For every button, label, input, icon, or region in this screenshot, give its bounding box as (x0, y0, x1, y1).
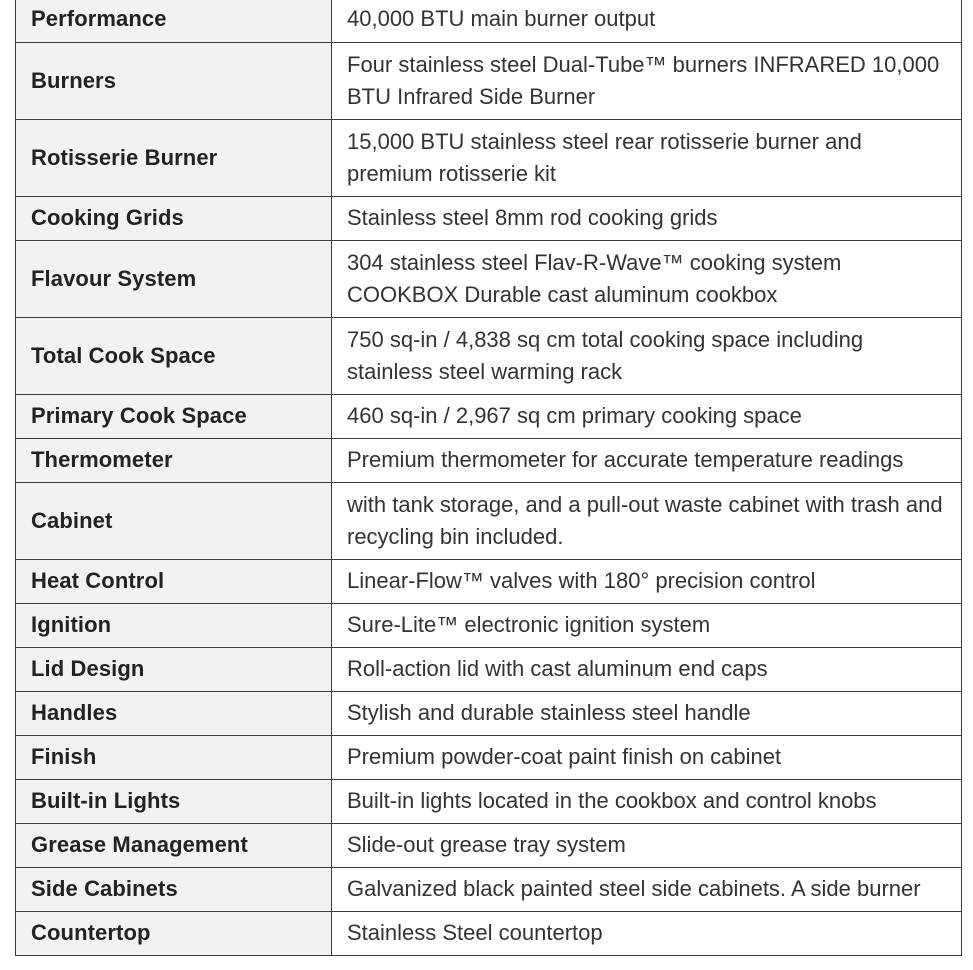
spec-label: Flavour System (16, 241, 332, 318)
table-row (16, 483, 962, 560)
spec-value: 15,000 BTU stainless steel rear rotisserie burner and premium rotisserie kit (332, 120, 962, 197)
table-row (16, 648, 962, 692)
spec-value: Premium thermometer for accurate temperature readings (332, 439, 962, 483)
spec-value: Sure-Lite™ electronic ignition system (332, 604, 962, 648)
spec-label: Rotisserie Burner (16, 120, 332, 197)
spec-value: Roll-action lid with cast aluminum end caps (332, 648, 962, 692)
spec-value: 40,000 BTU main burner output (332, 0, 962, 43)
spec-label: Ignition (16, 604, 332, 648)
spec-label: Total Cook Space (16, 318, 332, 395)
spec-value: 304 stainless steel Flav-R-Wave™ cooking system COOKBOX Durable cast aluminum cookbox (332, 241, 962, 318)
table-row (16, 241, 962, 318)
table-row (16, 692, 962, 736)
spec-value: Galvanized black painted steel side cabinets. A side burner (332, 868, 962, 912)
spec-label: Cabinet (16, 483, 332, 560)
spec-value: Stainless Steel countertop (332, 912, 962, 956)
table-row (16, 43, 962, 120)
spec-label: Performance (16, 0, 332, 43)
spec-value: 750 sq-in / 4,838 sq cm total cooking space including stainless steel warming rack (332, 318, 962, 395)
spec-value: Four stainless steel Dual-Tube™ burners INFRARED 10,000 BTU Infrared Side Burner (332, 43, 962, 120)
table-row (16, 868, 962, 912)
spec-value: Premium powder-coat paint finish on cabinet (332, 736, 962, 780)
spec-value: Slide-out grease tray system (332, 824, 962, 868)
table-row (16, 197, 962, 241)
table-row (16, 736, 962, 780)
spec-label: Thermometer (16, 439, 332, 483)
table-row (16, 0, 962, 43)
spec-label: Grease Management (16, 824, 332, 868)
table-row (16, 560, 962, 604)
spec-label: Finish (16, 736, 332, 780)
table-row (16, 439, 962, 483)
spec-value: 460 sq-in / 2,967 sq cm primary cooking space (332, 395, 962, 439)
spec-label: Side Cabinets (16, 868, 332, 912)
spec-table (15, 0, 962, 956)
table-row (16, 604, 962, 648)
spec-value: Built-in lights located in the cookbox and control knobs (332, 780, 962, 824)
table-row (16, 780, 962, 824)
spec-label: Heat Control (16, 560, 332, 604)
table-row (16, 120, 962, 197)
spec-label: Countertop (16, 912, 332, 956)
table-row (16, 824, 962, 868)
table-row (16, 318, 962, 395)
spec-value: with tank storage, and a pull-out waste cabinet with trash and recycling bin included. (332, 483, 962, 560)
spec-label: Built-in Lights (16, 780, 332, 824)
spec-label: Lid Design (16, 648, 332, 692)
spec-table-body (16, 0, 962, 956)
spec-label: Handles (16, 692, 332, 736)
spec-label: Burners (16, 43, 332, 120)
table-row (16, 912, 962, 956)
spec-value: Linear-Flow™ valves with 180° precision control (332, 560, 962, 604)
spec-label: Cooking Grids (16, 197, 332, 241)
spec-label: Primary Cook Space (16, 395, 332, 439)
spec-value: Stylish and durable stainless steel handle (332, 692, 962, 736)
table-row (16, 395, 962, 439)
spec-value: Stainless steel 8mm rod cooking grids (332, 197, 962, 241)
